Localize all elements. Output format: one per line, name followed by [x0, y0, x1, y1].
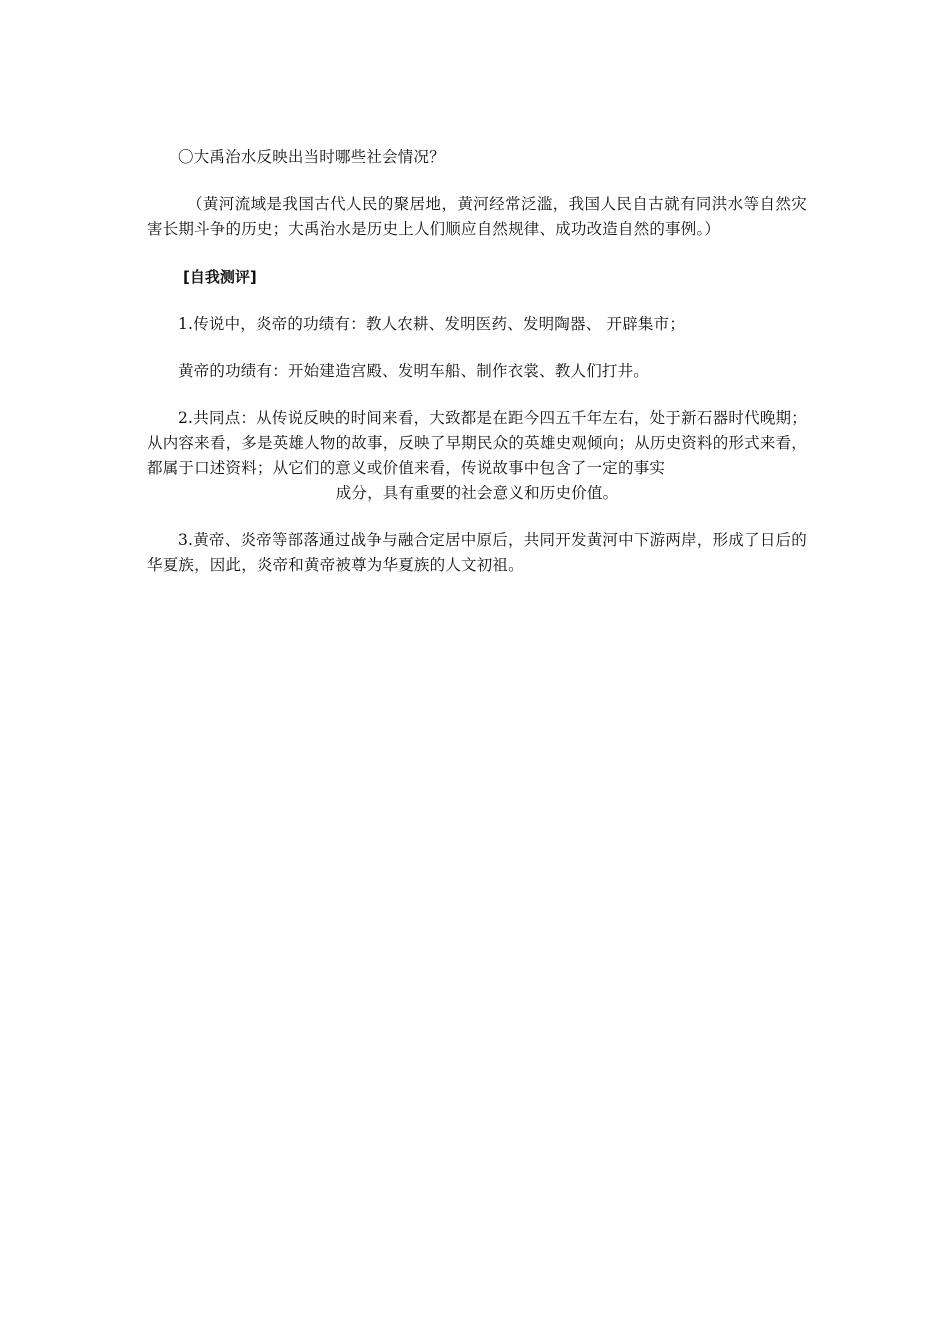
- item-2-tail: 成分，具有重要的社会意义和历史价值。: [335, 484, 619, 502]
- answer-text: （黄河流域是我国古代人民的聚居地，黄河经常泛滥，我国人民自古就有同洪水等自然灾害长期斗争的历史；大禹治水是历史上人们顺应自然规律、成功改造自然的事例。）: [147, 195, 807, 238]
- item-3: 3.黄帝、炎帝等部落通过战争与融合定居中原后，共同开发黄河中下游两岸，形成了日后的华夏族，因此，炎帝和黄帝被尊为华夏族的人文初祖。: [147, 531, 807, 574]
- item-1-continued: 黄帝的功绩有：开始建造宫殿、发明车船、制作衣裳、教人们打井。: [178, 362, 650, 380]
- question-text: 〇大禹治水反映出当时哪些社会情况？: [178, 148, 445, 166]
- item-1: 1.传说中，炎帝的功绩有：教人农耕、发明医药、发明陶器、 开辟集市；: [178, 315, 686, 333]
- item-2-text: 2.共同点：从传说反映的时间来看，大致都是在距今四五千年左右，处于新石器时代晚期；从内容来看，多是英雄人物的故事，反映了早期民众的英雄史观倾向；从历史资料的形式来看，都属于口述资料；从它们的意义或价值来看，传说故事中包含了一定的事实: [147, 409, 807, 477]
- section-heading: [自我测评]: [183, 268, 257, 286]
- item-2: [147, 406, 807, 506]
- document-body: [147, 145, 807, 578]
